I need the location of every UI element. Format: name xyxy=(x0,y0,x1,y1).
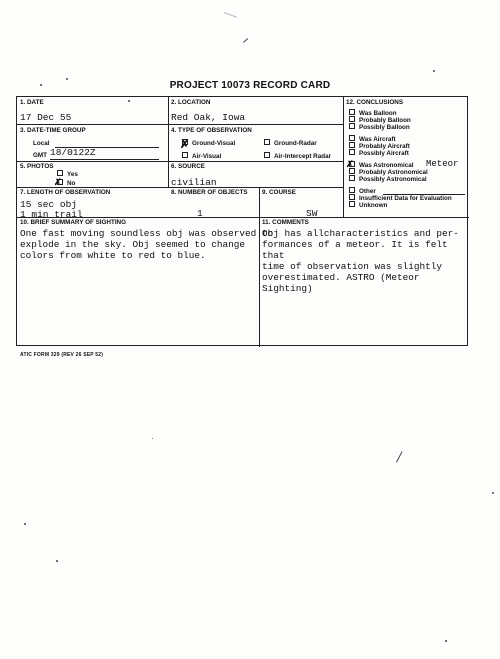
date-label: 1. DATE xyxy=(20,99,44,106)
photos-no: No xyxy=(57,180,75,187)
checkmark-icon: ✗ xyxy=(346,159,354,169)
summary-text: One fast moving soundless obj was observed to explode in the sky. Obj seemed to change colors from white to red to blue. xyxy=(20,228,274,261)
checkbox-icon xyxy=(264,152,270,158)
type-option-1: Ground-Radar xyxy=(264,140,317,147)
conclusion-option: Probably Balloon xyxy=(349,117,411,124)
conclusion-option: Probably Aircraft xyxy=(349,143,410,150)
date-time-group-label: 3. DATE-TIME GROUP xyxy=(20,127,86,134)
checkmark-icon: ✗ xyxy=(54,177,62,187)
number-value: 1 xyxy=(197,208,203,219)
conclusion-option: Possibly Balloon xyxy=(349,124,410,131)
checkbox-icon xyxy=(349,123,355,129)
type-of-observation-label: 4. TYPE OF OBSERVATION xyxy=(171,127,252,134)
checkbox-icon xyxy=(349,194,355,200)
conclusion-option: Probably Astronomical xyxy=(349,169,428,176)
conclusion-option: Was Balloon xyxy=(349,110,397,117)
conclusion-option: Possibly Aircraft xyxy=(349,150,409,157)
source-label: 6. SOURCE xyxy=(171,163,205,170)
checkbox-icon xyxy=(349,149,355,155)
form-footer: ATIC FORM 329 (REV 26 SEP 52) xyxy=(20,352,104,358)
conclusion-option: Other xyxy=(349,188,376,195)
record-card xyxy=(16,96,468,346)
number-of-objects-label: 8. NUMBER OF OBJECTS xyxy=(171,189,248,196)
date-value: 17 Dec 55 xyxy=(20,112,72,123)
comments-text: Obj has allcharacteristics and per- formances of a meteor. It is felt that time of observation was slightly overestimated. ASTRO (Meteor Sighting) xyxy=(262,228,459,294)
checkbox-icon xyxy=(349,175,355,181)
source-value: civilian xyxy=(171,177,217,188)
checkmark-icon: ✗ xyxy=(180,139,190,151)
summary-label: 10. BRIEF SUMMARY OF SIGHTING xyxy=(20,219,127,226)
conclusion-option: Insufficient Data for Evaluation xyxy=(349,195,452,202)
comments-label: 11. COMMENTS xyxy=(262,219,309,226)
photos-label: 5. PHOTOS xyxy=(20,163,54,170)
conclusion-option: Possibly Astronomical xyxy=(349,176,427,183)
checkbox-icon xyxy=(349,109,355,115)
location-value: Red Oak, Iowa xyxy=(171,112,246,123)
length-label: 7. LENGTH OF OBSERVATION xyxy=(20,189,111,196)
checkbox-icon xyxy=(349,201,355,207)
checkbox-icon xyxy=(349,168,355,174)
checkbox-icon xyxy=(182,152,188,158)
checkbox-icon xyxy=(349,142,355,148)
length-value-2: 1 min trail xyxy=(20,209,83,220)
type-option-2: Air-Visual xyxy=(182,153,221,160)
checkbox-icon xyxy=(264,139,270,145)
conclusion-option: Was Astronomical xyxy=(349,162,413,169)
gmt-value: 18/0122Z xyxy=(50,147,96,158)
local-label: Local xyxy=(33,140,50,147)
photos-yes: Yes xyxy=(57,171,78,178)
checkbox-icon xyxy=(349,135,355,141)
conclusion-option: Unknown xyxy=(349,202,387,209)
checkbox-icon xyxy=(349,116,355,122)
conclusion-option: Was Aircraft xyxy=(349,136,396,143)
location-label: 2. LOCATION xyxy=(171,99,211,106)
type-option-3: Air-Intercept Radar xyxy=(264,153,331,160)
meteor-value: Meteor xyxy=(426,159,459,169)
checkbox-icon xyxy=(57,170,63,176)
length-value-1: 15 sec obj xyxy=(20,199,78,210)
card-title: PROJECT 10073 RECORD CARD xyxy=(169,80,331,91)
checkbox-icon xyxy=(349,187,355,193)
gmt-label: GMT xyxy=(33,152,47,159)
course-label: 9. COURSE xyxy=(262,189,296,196)
course-value: SW xyxy=(306,208,318,219)
conclusions-label: 12. CONCLUSIONS xyxy=(346,99,404,106)
type-option-0: Ground-Visual xyxy=(182,140,235,147)
